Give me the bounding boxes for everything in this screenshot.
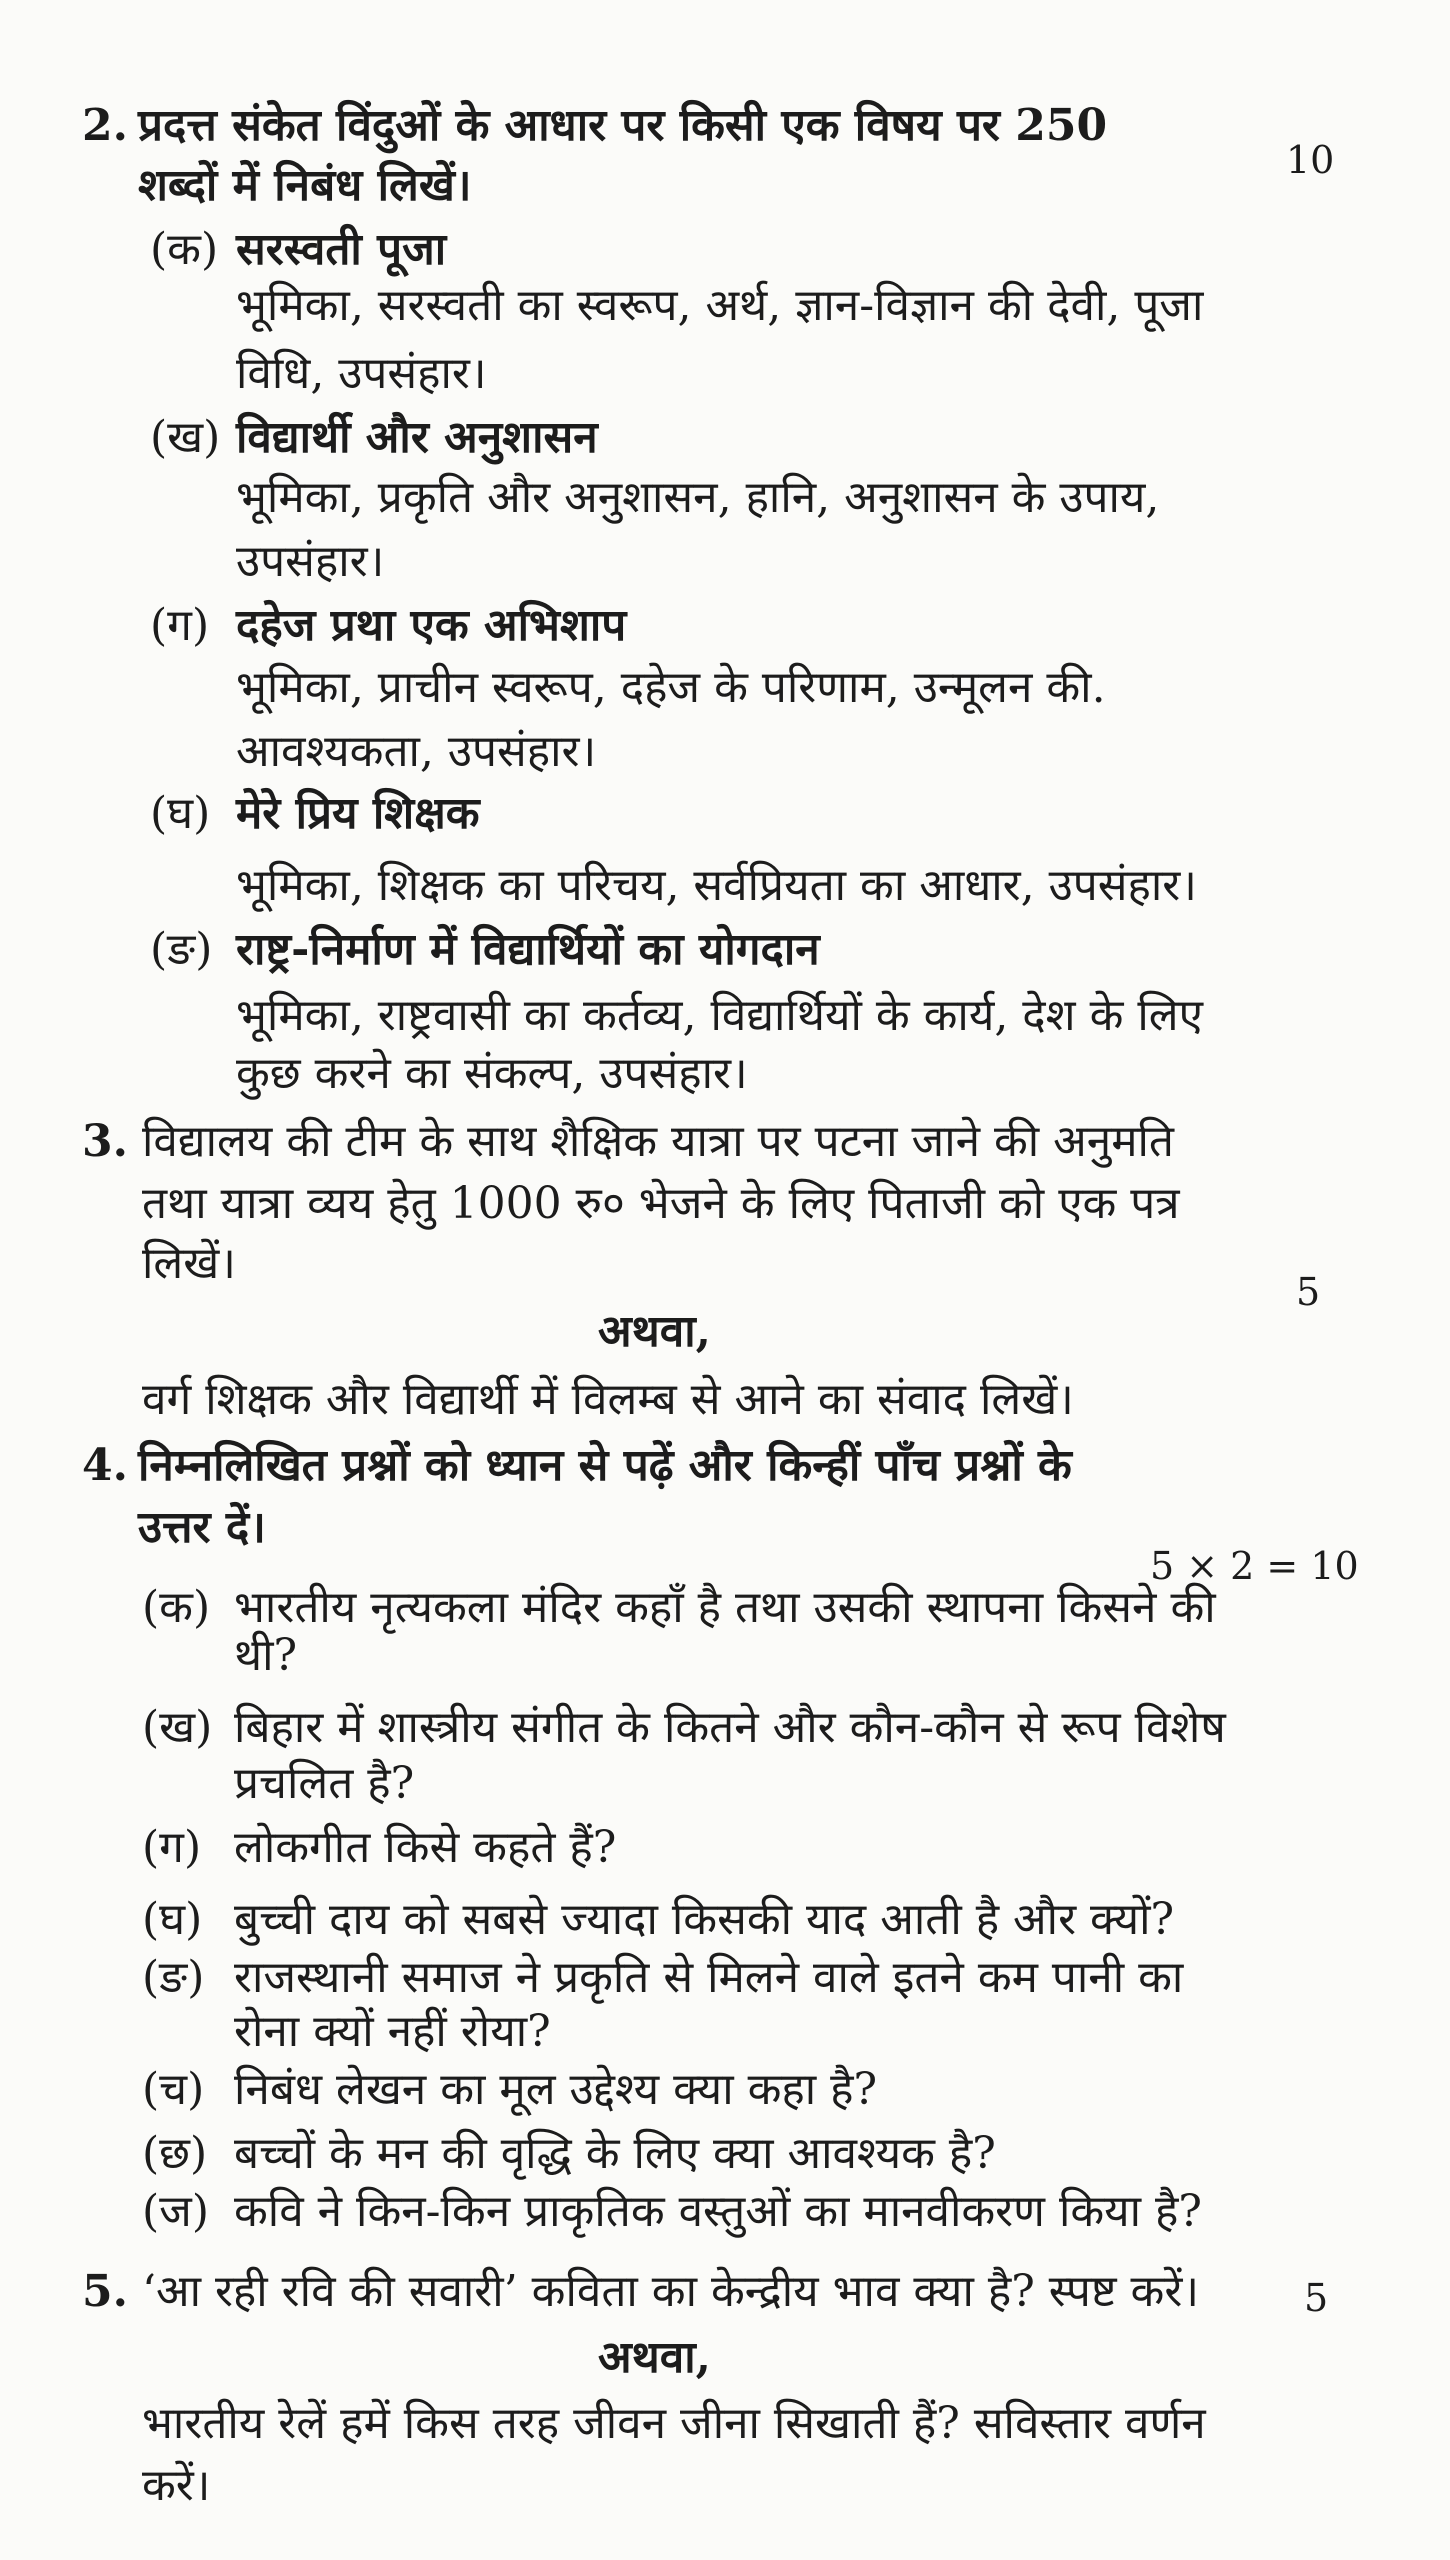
question-3-marks: 5 <box>1296 1270 1321 1314</box>
q4-item-label: (ग) <box>142 1822 202 1873</box>
question-3-or: अथवा, <box>598 1306 711 1357</box>
q2-topic-title: दहेज प्रथा एक अभिशाप <box>236 600 627 651</box>
q4-item-text: प्रचलित है? <box>234 1758 415 1809</box>
question-4-line-1: निम्नलिखित प्रश्नों को ध्यान से पढ़ें और किन्हीं पाँच प्रश्नों के <box>138 1440 1072 1491</box>
q4-item-text: रोना क्यों नहीं रोया? <box>234 2006 551 2057</box>
q4-item-label: (छ) <box>142 2128 208 2179</box>
q4-item-text: बच्चों के मन की वृद्धि के लिए क्या आवश्यक है? <box>234 2128 996 2179</box>
question-3-number: 3. <box>82 1116 128 1167</box>
q4-item-label: (च) <box>142 2064 205 2115</box>
q4-item-text: निबंध लेखन का मूल उद्देश्य क्या कहा है? <box>234 2064 878 2115</box>
q2-topic-points: भूमिका, प्रकृति और अनुशासन, हानि, अनुशासन के उपाय, <box>236 472 1160 523</box>
question-3-line: विद्यालय की टीम के साथ शैक्षिक यात्रा पर पटना जाने की अनुमति <box>142 1116 1174 1167</box>
q2-topic-title: विद्यार्थी और अनुशासन <box>236 412 598 463</box>
question-5-marks: 5 <box>1304 2276 1329 2320</box>
q2-topic-points: भूमिका, शिक्षक का परिचय, सर्वप्रियता का आधार, उपसंहार। <box>236 860 1197 911</box>
q2-topic-points: उपसंहार। <box>236 536 385 587</box>
q2-topic-points: भूमिका, प्राचीन स्वरूप, दहेज के परिणाम, उन्मूलन की. <box>236 662 1106 713</box>
q2-topic-title: मेरे प्रिय शिक्षक <box>236 788 480 839</box>
q2-topic-title: सरस्वती पूजा <box>236 224 447 275</box>
q2-topic-points: विधि, उपसंहार। <box>236 348 487 399</box>
q4-item-text: बिहार में शास्त्रीय संगीत के कितने और कौन-कौन से रूप विशेष <box>234 1702 1226 1753</box>
question-3-alternative: वर्ग शिक्षक और विद्यार्थी में विलम्ब से आने का संवाद लिखें। <box>142 1374 1074 1425</box>
question-2-line-1: प्रदत्त संकेत विंदुओं के आधार पर किसी एक विषय पर 250 <box>138 100 1108 151</box>
q2-topic-points: भूमिका, सरस्वती का स्वरूप, अर्थ, ज्ञान-विज्ञान की देवी, पूजा <box>236 280 1204 331</box>
q4-item-label: (ख) <box>142 1702 213 1753</box>
question-2-number: 2. <box>82 100 128 151</box>
question-4-line-2: उत्तर दें। <box>138 1502 266 1553</box>
question-5-or: अथवा, <box>598 2332 711 2383</box>
q2-topic-title: राष्ट्र-निर्माण में विद्यार्थियों का योगदान <box>236 924 820 975</box>
question-3-line: लिखें। <box>142 1238 236 1289</box>
q4-item-text: भारतीय नृत्यकला मंदिर कहाँ है तथा उसकी स्थापना किसने की <box>234 1582 1216 1633</box>
q4-item-text: बुच्ची दाय को सबसे ज्यादा किसकी याद आती है और क्यों? <box>234 1894 1175 1945</box>
q2-topic-label: (क) <box>150 224 219 275</box>
q2-topic-points: भूमिका, राष्ट्रवासी का कर्तव्य, विद्यार्थियों के कार्य, देश के लिए <box>236 990 1203 1041</box>
question-3-line: तथा यात्रा व्यय हेतु 1000 रु० भेजने के लिए पिताजी को एक पत्र <box>142 1178 1180 1229</box>
q4-item-label: (ङ) <box>142 1952 205 2003</box>
question-2-marks: 10 <box>1286 138 1335 182</box>
q4-item-label: (ज) <box>142 2186 209 2237</box>
q4-item-text: लोकगीत किसे कहते हैं? <box>234 1822 617 1873</box>
q2-topic-label: (ग) <box>150 600 210 651</box>
question-5-alternative: करें। <box>142 2460 211 2511</box>
q4-item-text: थी? <box>234 1630 298 1681</box>
q4-item-label: (घ) <box>142 1894 203 1945</box>
question-5-alternative: भारतीय रेलें हमें किस तरह जीवन जीना सिखाती हैं? सविस्तार वर्णन <box>142 2398 1206 2449</box>
q4-item-text: कवि ने किन-किन प्राकृतिक वस्तुओं का मानवीकरण किया है? <box>234 2186 1202 2237</box>
q2-topic-label: (ङ) <box>150 924 213 975</box>
q2-topic-points: आवश्यकता, उपसंहार। <box>236 726 597 777</box>
question-4-marks: 5 × 2 = 10 <box>1150 1544 1359 1588</box>
q4-item-text: राजस्थानी समाज ने प्रकृति से मिलने वाले इतने कम पानी का <box>234 1952 1184 2003</box>
q2-topic-points: कुछ करने का संकल्प, उपसंहार। <box>236 1048 748 1099</box>
question-2-line-2: शब्दों में निबंध लिखें। <box>138 160 472 211</box>
question-5-line-1: ‘आ रही रवि की सवारी’ कविता का केन्द्रीय भाव क्या है? स्पष्ट करें। <box>142 2266 1200 2317</box>
q2-topic-label: (घ) <box>150 788 211 839</box>
q4-item-label: (क) <box>142 1582 211 1633</box>
q2-topic-label: (ख) <box>150 412 221 463</box>
question-5-number: 5. <box>82 2266 128 2317</box>
question-4-number: 4. <box>82 1440 128 1491</box>
